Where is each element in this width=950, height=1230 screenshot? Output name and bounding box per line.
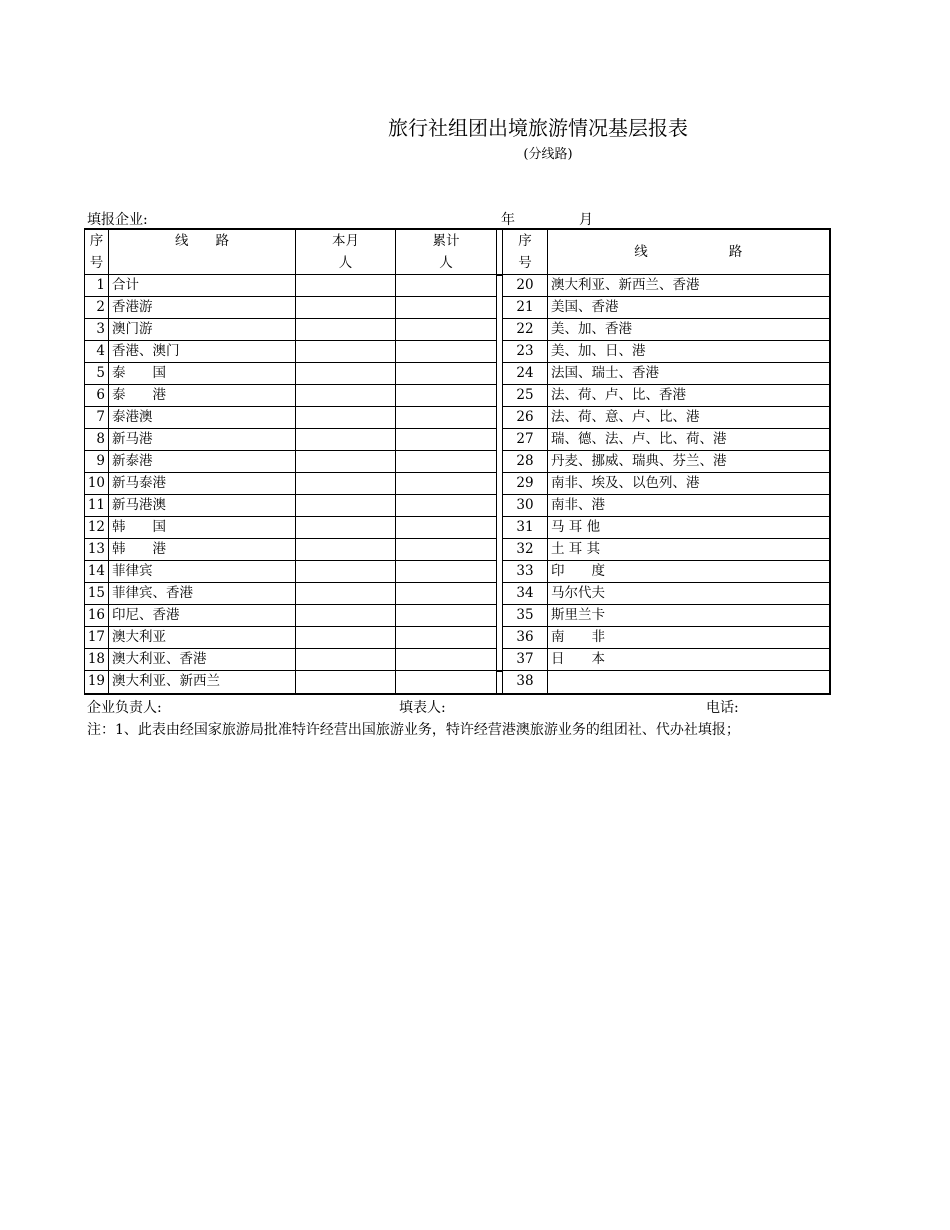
right-seq-cell: 29: [503, 473, 548, 495]
cumulative-count-cell[interactable]: [396, 539, 497, 561]
footnote: 注：1、此表由经国家旅游局批准特许经营出国旅游业务，特许经营港澳旅游业务的组团社、代办社填报；: [87, 722, 740, 738]
month-count-cell[interactable]: [296, 671, 396, 694]
left-route-cell: 泰 国: [109, 363, 296, 385]
month-count-cell[interactable]: [296, 297, 396, 319]
cumulative-count-cell[interactable]: [396, 297, 497, 319]
cumulative-count-cell[interactable]: [396, 451, 497, 473]
manager-label: 企业负责人:: [87, 700, 162, 716]
left-seq-cell: 9: [85, 451, 109, 473]
right-seq-cell: 31: [503, 517, 548, 539]
cumulative-count-cell[interactable]: [396, 341, 497, 363]
table-row: [85, 649, 830, 671]
cumulative-count-cell[interactable]: [396, 407, 497, 429]
right-seq-cell: 27: [503, 429, 548, 451]
right-route-cell: 法国、瑞士、香港: [548, 363, 830, 385]
month-count-cell[interactable]: [296, 517, 396, 539]
table-row: [85, 451, 830, 473]
table-row: [85, 495, 830, 517]
right-seq-cell: 33: [503, 561, 548, 583]
table-row: [85, 363, 830, 385]
left-seq-cell: 8: [85, 429, 109, 451]
right-seq-cell: 20: [503, 275, 548, 297]
cumulative-count-cell[interactable]: [396, 429, 497, 451]
left-route-cell: 香港、澳门: [109, 341, 296, 363]
right-seq-cell: 37: [503, 649, 548, 671]
table-row: [85, 275, 830, 297]
left-route-cell: 新马港澳: [109, 495, 296, 517]
table-row: [85, 429, 830, 451]
month-count-cell[interactable]: [296, 583, 396, 605]
right-route-cell: 日 本: [548, 649, 830, 671]
left-seq-cell: 12: [85, 517, 109, 539]
right-route-cell: 土 耳 其: [548, 539, 830, 561]
left-route-cell: 菲律宾: [109, 561, 296, 583]
left-seq-cell: 10: [85, 473, 109, 495]
left-seq-cell: 17: [85, 627, 109, 649]
cumulative-count-cell[interactable]: [396, 473, 497, 495]
table-row: [85, 671, 830, 694]
month-count-cell[interactable]: [296, 363, 396, 385]
right-route-cell: 印 度: [548, 561, 830, 583]
table-row: [85, 385, 830, 407]
right-seq-cell: 32: [503, 539, 548, 561]
month-count-cell[interactable]: [296, 341, 396, 363]
left-route-cell: 澳大利亚、香港: [109, 649, 296, 671]
header-route-left: 线 路: [109, 229, 296, 275]
left-route-cell: 新泰港: [109, 451, 296, 473]
right-route-cell: 澳大利亚、新西兰、香港: [548, 275, 830, 297]
left-seq-cell: 13: [85, 539, 109, 561]
right-seq-cell: 22: [503, 319, 548, 341]
month-count-cell[interactable]: [296, 407, 396, 429]
header-seq-right: 序 号: [503, 229, 548, 275]
month-count-cell[interactable]: [296, 649, 396, 671]
table-row: [85, 627, 830, 649]
cumulative-count-cell[interactable]: [396, 517, 497, 539]
right-route-cell: 瑞、德、法、卢、比、荷、港: [548, 429, 830, 451]
right-route-cell: 马 耳 他: [548, 517, 830, 539]
left-route-cell: 菲律宾、香港: [109, 583, 296, 605]
header-month: 本月 人: [296, 229, 396, 275]
right-route-cell: 法、荷、卢、比、香港: [548, 385, 830, 407]
right-seq-cell: 26: [503, 407, 548, 429]
month-count-cell[interactable]: [296, 451, 396, 473]
right-route-cell: 丹麦、挪威、瑞典、芬兰、港: [548, 451, 830, 473]
table-row: [85, 561, 830, 583]
month-count-cell[interactable]: [296, 561, 396, 583]
left-seq-cell: 19: [85, 671, 109, 694]
cumulative-count-cell[interactable]: [396, 605, 497, 627]
cumulative-count-cell[interactable]: [396, 495, 497, 517]
month-count-cell[interactable]: [296, 473, 396, 495]
header-route-right: 线 路: [548, 229, 830, 275]
header-row: [85, 229, 830, 275]
filler-label: 填表人:: [399, 700, 446, 716]
right-seq-cell: 21: [503, 297, 548, 319]
cumulative-count-cell[interactable]: [396, 363, 497, 385]
month-label: 月: [579, 212, 593, 228]
left-seq-cell: 5: [85, 363, 109, 385]
report-subtitle: (分线路): [523, 147, 573, 162]
left-route-cell: 泰 港: [109, 385, 296, 407]
cumulative-count-cell[interactable]: [396, 561, 497, 583]
right-route-cell: 美、加、日、港: [548, 341, 830, 363]
right-seq-cell: 38: [503, 671, 548, 694]
month-count-cell[interactable]: [296, 605, 396, 627]
left-route-cell: 韩 港: [109, 539, 296, 561]
left-seq-cell: 18: [85, 649, 109, 671]
left-route-cell: 合计: [109, 275, 296, 297]
right-route-cell: 法、荷、意、卢、比、港: [548, 407, 830, 429]
right-seq-cell: 28: [503, 451, 548, 473]
cumulative-count-cell[interactable]: [396, 319, 497, 341]
table-row: [85, 517, 830, 539]
right-seq-cell: 24: [503, 363, 548, 385]
right-route-cell: 斯里兰卡: [548, 605, 830, 627]
left-route-cell: 韩 国: [109, 517, 296, 539]
cumulative-count-cell[interactable]: [396, 583, 497, 605]
left-route-cell: 新马泰港: [109, 473, 296, 495]
right-route-cell: 南 非: [548, 627, 830, 649]
left-route-cell: 香港游: [109, 297, 296, 319]
right-seq-cell: 25: [503, 385, 548, 407]
right-route-cell: [548, 671, 830, 694]
right-seq-cell: 35: [503, 605, 548, 627]
left-seq-cell: 2: [85, 297, 109, 319]
left-route-cell: 印尼、香港: [109, 605, 296, 627]
left-seq-cell: 6: [85, 385, 109, 407]
table-row: [85, 297, 830, 319]
left-route-cell: 泰港澳: [109, 407, 296, 429]
right-seq-cell: 34: [503, 583, 548, 605]
table-row: [85, 341, 830, 363]
left-seq-cell: 14: [85, 561, 109, 583]
left-seq-cell: 3: [85, 319, 109, 341]
left-route-cell: 澳大利亚: [109, 627, 296, 649]
cumulative-count-cell[interactable]: [396, 671, 497, 694]
header-cumulative: 累计 人: [396, 229, 497, 275]
report-table: [84, 228, 831, 695]
right-route-cell: 马尔代夫: [548, 583, 830, 605]
left-seq-cell: 15: [85, 583, 109, 605]
month-count-cell[interactable]: [296, 319, 396, 341]
left-seq-cell: 4: [85, 341, 109, 363]
report-title: 旅行社组团出境旅游情况基层报表: [388, 116, 688, 140]
right-route-cell: 美国、香港: [548, 297, 830, 319]
header-seq: 序 号: [85, 229, 109, 275]
right-seq-cell: 30: [503, 495, 548, 517]
month-count-cell[interactable]: [296, 495, 396, 517]
right-route-cell: 美、加、香港: [548, 319, 830, 341]
left-route-cell: 澳门游: [109, 319, 296, 341]
right-seq-cell: 23: [503, 341, 548, 363]
month-count-cell[interactable]: [296, 627, 396, 649]
table-row: [85, 583, 830, 605]
left-route-cell: 澳大利亚、新西兰: [109, 671, 296, 694]
left-seq-cell: 7: [85, 407, 109, 429]
table-row: [85, 407, 830, 429]
company-label: 填报企业:: [87, 212, 148, 228]
cumulative-count-cell[interactable]: [396, 385, 497, 407]
cumulative-count-cell[interactable]: [396, 649, 497, 671]
cumulative-count-cell[interactable]: [396, 275, 497, 297]
left-seq-cell: 1: [85, 275, 109, 297]
table-row: [85, 473, 830, 495]
left-seq-cell: 11: [85, 495, 109, 517]
month-count-cell[interactable]: [296, 385, 396, 407]
table-row: [85, 539, 830, 561]
left-route-cell: 新马港: [109, 429, 296, 451]
table-row: [85, 319, 830, 341]
right-route-cell: 南非、埃及、以色列、港: [548, 473, 830, 495]
month-count-cell[interactable]: [296, 275, 396, 297]
cumulative-count-cell[interactable]: [396, 627, 497, 649]
phone-label: 电话:: [706, 700, 739, 716]
month-count-cell[interactable]: [296, 539, 396, 561]
left-seq-cell: 16: [85, 605, 109, 627]
right-seq-cell: 36: [503, 627, 548, 649]
month-count-cell[interactable]: [296, 429, 396, 451]
table-row: [85, 605, 830, 627]
year-label: 年: [501, 212, 515, 228]
right-route-cell: 南非、港: [548, 495, 830, 517]
